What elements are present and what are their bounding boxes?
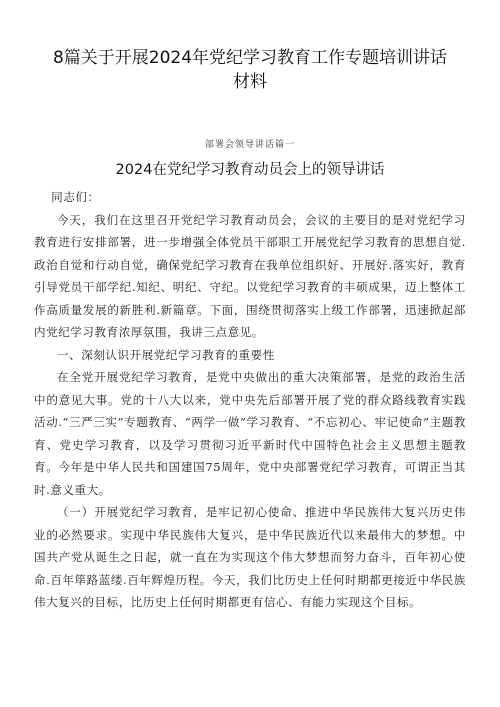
speech-title: 2024在党纪学习教育动员会上的领导讲话 xyxy=(115,162,385,178)
paragraph-point-1: （一）开展党纪学习教育，是牢记初心使命、推进中华民族伟大复兴历史伟业的必然要求。实现中华民族伟大复兴，是中华民族近代以来最伟大的梦想。中国共产党从诞生之日起，就一直在为实现这个伟大梦想而努力奋斗，百年初心使命.百年筚路蓝缕.百年辉煌历程。今天，我们比历史上任何时期都更接近中华民族伟大复兴的目标，比历史上任何时期都更有信心、有能力实现这个目标。 xyxy=(34,505,467,609)
document-title-line-2: 材料 xyxy=(233,72,267,92)
paragraph-importance: 在全党开展党纪学习教育，是党中央做出的重大决策部署，是党的政治生活中的意见大事。党的十八大以来，党中央先后部署开展了党的群众路线教育实践活动.“三严三实”专题教育、“两学一做”学习教育、“不忘初心、牢记使命”主题教育、党史学习教育，以及学习贯彻习近平新时代中国特色社会主义思想主题教育。今年是中华人民共和国建国75周年，党中央部署党纪学习教育，可谓正当其时.意义重大。 xyxy=(34,370,466,497)
document-title xyxy=(40,46,460,94)
paragraph-intro: 今天，我们在这里召开党纪学习教育动员会，会议的主要目的是对党纪学习教育进行安排部署，进一步增强全体党员干部职工开展党纪学习教育的思想自觉.政治自觉和行动自觉，确保党纪学习教育在我单位组织好、开展好.落实好，教育引导党员干部学纪.知纪、明纪、守纪。以党纪学习教育的丰硕成果，迈上整体工作高质量发展的新胜利.新篇章。下面，围绕贯彻落实上级工作部署，迅速掀起部内党纪学习教育浓厚氛围，我讲三点意见。 xyxy=(34,212,466,339)
section-label: 部署会领导讲话篇一 xyxy=(204,140,295,150)
section-heading-1: 一、深刻认识开展党纪学习教育的重要性 xyxy=(57,347,275,362)
salutation: 同志们： xyxy=(51,190,100,204)
document-body xyxy=(34,186,466,614)
document-title-line-1: 8篇关于开展2024年党纪学习教育工作专题培训讲话 xyxy=(52,48,448,68)
